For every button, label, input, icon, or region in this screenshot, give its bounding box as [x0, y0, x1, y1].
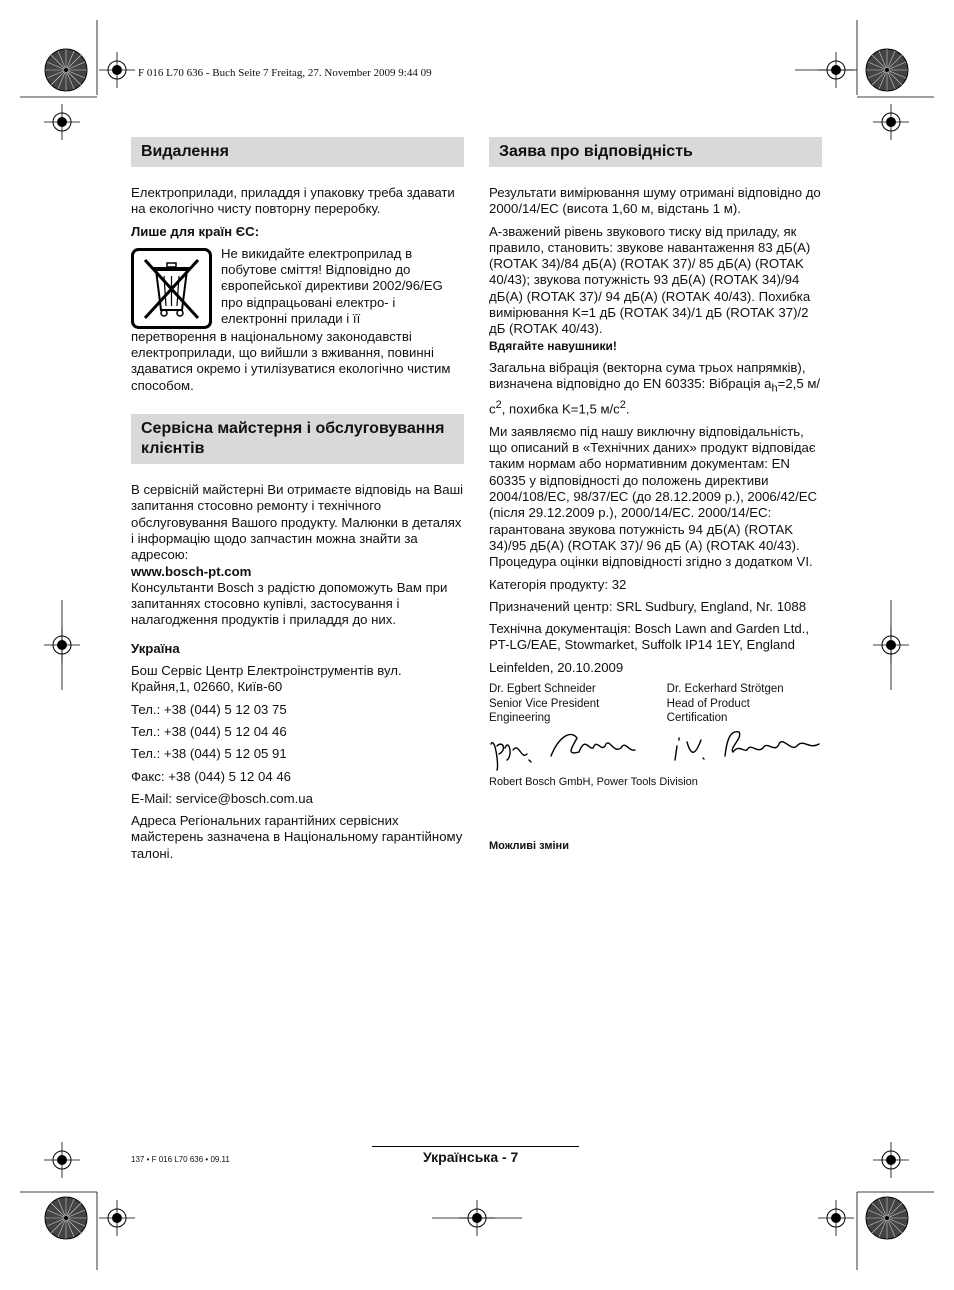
fax-number: Факс: +38 (044) 5 12 04 46 [131, 768, 292, 784]
vibration-end: . [625, 401, 630, 417]
vibration-tolerance: , похибка K=1,5 м/с [501, 401, 620, 417]
service-heading: Сервісна майстерня і обслуговування клієнтів [131, 414, 464, 464]
vibration-superscript-1: 2 [495, 399, 502, 412]
service-para2: Консультанти Bosch з радістю допоможуть Вам при запитаннях стосовно купівлі, застосування і налагодження продуктів і приладдя до них. [131, 579, 448, 628]
conformity-statement: Ми заявляємо під нашу виключну відповідальність, що описаний в «Технічних даних» продукт відповідає таким нормам або нормативним документам: EN 60335 у відповідності до положень директиви 2004/108/EC, 98/37/EC (до 28.12.2009 р.), 2006/42/EC (після 29.12.2009 р.), 2000/14/EC. 2000/14/EC: гарантована звукова потужність 94 дБ(A) (ROTAK 34)/95 дБ(A) (ROTAK 37)/ 96 дБ (A) (ROTAK 40/43). [489, 423, 818, 553]
product-category: Категорія продукту: 32 [489, 576, 627, 592]
signatory-2-title2: Certification [666, 712, 728, 725]
place-date: Leinfelden, 20.10.2009 [489, 659, 624, 675]
bosch-url-link[interactable]: www.bosch-pt.com [131, 563, 252, 579]
country-label: Україна [131, 640, 180, 656]
vibration-value: =2,5 м/с [489, 376, 821, 417]
footer-code: 137 • F 016 L70 636 • 09.11 [131, 1155, 230, 1164]
phone-3: Тел.: +38 (044) 5 12 05 91 [131, 746, 287, 762]
noise-measurement: Результати вимірювання шуму отримані відповідно до 2000/14/EC (висота 1,60 м, відстань 1 м). [489, 185, 821, 217]
technical-documentation: Технічна документація: Bosch Lawn and Garden Ltd., PT-LG/EAE, Stowmarket, Suffolk IP14 1EY, England [489, 621, 810, 653]
signatory-1-title2: Engineering [489, 712, 551, 725]
page-number: Українська - 7 [423, 1149, 519, 1165]
sound-levels: А-зважений рівень звукового тиску від приладу, як правило, становить: звукове навантаження 83 дБ(A) (ROTAK 34)/84 дБ(A) (ROTAK 37)/ 85 дБ(A) (ROTAK 40/43); звукова потужність 93 дБ(A) (ROTAK 34)/94 дБ(A) (ROTAK 37)/ 94 дБ(A) (ROTAK 40/43). Похибка вимірювання K=1 дБ (ROTAK 34)/1 дБ (ROTAK 37)/2 дБ (ROTAK 40/43). [489, 223, 811, 337]
signatory-1-title1: Senior Vice President [489, 697, 600, 710]
company-division: Robert Bosch GmbH, Power Tools Division [489, 775, 698, 788]
weee-side-text: Не викидайте електроприлад в побутове сміття! Відповідно до європейської директиви 2002/96/EG про відпрацьовані електро- і електронні прилади і її [221, 245, 443, 327]
disposal-heading: Видалення [131, 137, 464, 167]
phone-1: Тел.: +38 (044) 5 12 03 75 [131, 701, 287, 717]
wear-ear-protection: Вдягайте навушники! [489, 338, 617, 353]
service-address: Бош Сервіс Центр Електроінструментів вул. Крайня,1, 02660, Київ-60 [131, 663, 402, 695]
regional-service-note: Адреса Регіональних гарантійних сервісних майстерень зазначена в Національному гарантійному талоні. [131, 813, 463, 861]
print-header: F 016 L70 636 - Buch Seite 7 Freitag, 27. November 2009 9:44 09 [138, 67, 432, 79]
signatory-2-title1: Head of Product [666, 697, 750, 710]
vibration-subscript: h [771, 382, 778, 395]
vibration-text: Загальна вібрація (векторна сума трьох напрямків), визначена відповідно до EN 60335: [489, 359, 806, 392]
vibration-label: Вібрація a [708, 376, 772, 392]
vibration-superscript-2: 2 [619, 399, 626, 412]
weee-continued-text: перетворення в національному законодавстві електроприлади, що вийшли з вживання, повинні здаватися окремо і утилізуватися екологічно чистим способом. [131, 328, 451, 393]
service-para1: В сервісній майстерні Ви отримаєте відповідь на Ваші запитання стосовно ремонту і технічного обслуговування Вашого продукту. Малюнки в деталях і інформацію щодо запчастин можна знайти за адресою: [131, 482, 464, 563]
eu-only-label: Лише для країн ЄС: [131, 223, 260, 239]
assessment-procedure: Процедура оцінки відповідності згідно з додатком VI. [489, 554, 813, 570]
disposal-intro: Електроприлади, приладдя і упаковку треба здавати на екологічно чисту повторну переробку. [131, 185, 455, 217]
notified-body: Призначений центр: SRL Sudbury, England, Nr. 1088 [489, 598, 807, 614]
signatory-1-name: Dr. Egbert Schneider [489, 683, 596, 696]
subject-to-change: Можливі зміни [489, 839, 569, 852]
declaration-heading: Заява про відповідність [489, 137, 822, 167]
signatory-2-name: Dr. Eckerhard Strötgen [666, 683, 784, 696]
phone-2: Тел.: +38 (044) 5 12 04 46 [131, 723, 287, 739]
email-address: E-Mail: service@bosch.com.ua [131, 790, 313, 806]
